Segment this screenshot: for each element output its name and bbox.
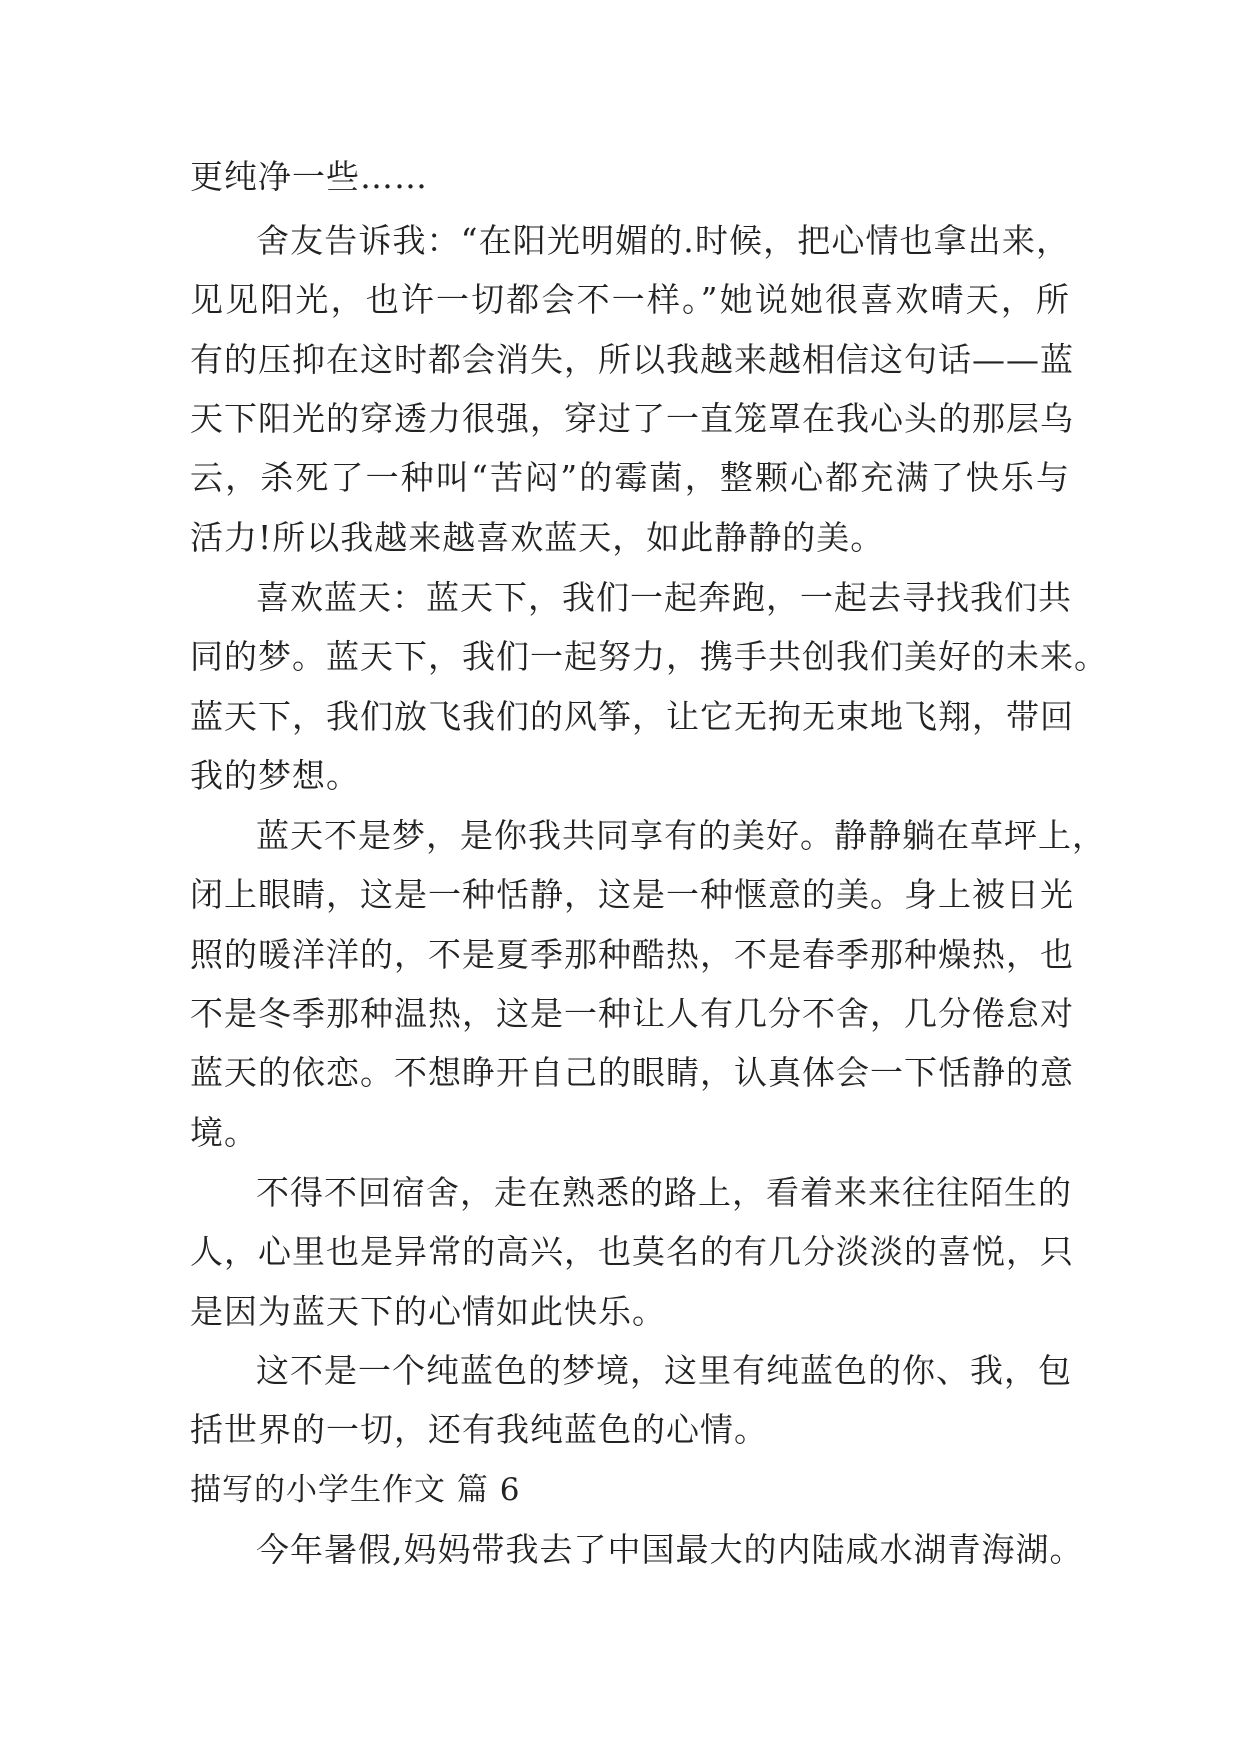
text-line: 境。 bbox=[190, 1113, 258, 1152]
paragraph-first-line: 蓝天不是梦，是你我共同享有的美好。静静躺在草坪上， bbox=[256, 816, 1106, 855]
text-line: 括世界的一切，还有我纯蓝色的心情。 bbox=[190, 1410, 768, 1449]
text-line: 照的暖洋洋的，不是夏季那种酷热，不是春季那种燥热，也 bbox=[190, 935, 1074, 974]
paragraph-first-line: 舍友告诉我：“在阳光明媚的.时候，把心情也拿出来， bbox=[256, 221, 1070, 260]
text-line: 闭上眼睛，这是一种恬静，这是一种惬意的美。身上被日光 bbox=[190, 875, 1074, 914]
paragraph-first-line: 不得不回宿舍，走在熟悉的路上，看着来来往往陌生的 bbox=[256, 1173, 1072, 1212]
paragraph-first-line: 这不是一个纯蓝色的梦境，这里有纯蓝色的你、我，包 bbox=[256, 1351, 1072, 1390]
text-line: 人，心里也是异常的高兴，也莫名的有几分淡淡的喜悦，只 bbox=[190, 1232, 1074, 1271]
text-line: 不是冬季那种温热，这是一种让人有几分不舍，几分倦怠对 bbox=[190, 994, 1074, 1033]
paragraph-first-line: 今年暑假,妈妈带我去了中国最大的内陆咸水湖青海湖。 bbox=[256, 1530, 1084, 1569]
text-line: 蓝天下，我们放飞我们的风筝，让它无拘无束地飞翔，带回 bbox=[190, 697, 1074, 736]
text-line: 同的梦。蓝天下，我们一起努力，携手共创我们美好的未来。 bbox=[190, 637, 1108, 676]
section-heading: 描写的小学生作文 篇 6 bbox=[190, 1472, 521, 1508]
text-line: 是因为蓝天下的心情如此快乐。 bbox=[190, 1292, 666, 1331]
text-line: 天下阳光的穿透力很强，穿过了一直笼罩在我心头的那层乌 bbox=[190, 399, 1074, 438]
text-line: 云，杀死了一种叫“苦闷”的霉菌，整颗心都充满了快乐与 bbox=[190, 458, 1070, 497]
text-line: 活力!所以我越来越喜欢蓝天，如此静静的美。 bbox=[190, 518, 885, 557]
text-line: 我的梦想。 bbox=[190, 756, 360, 795]
text-line: 有的压抑在这时都会消失，所以我越来越相信这句话——蓝 bbox=[190, 340, 1074, 379]
text-line: 更纯净一些…… bbox=[190, 157, 428, 196]
text-line: 蓝天的依恋。不想睁开自己的眼睛，认真体会一下恬静的意 bbox=[190, 1053, 1074, 1092]
paragraph-first-line: 喜欢蓝天：蓝天下，我们一起奔跑，一起去寻找我们共 bbox=[256, 578, 1072, 617]
text-line: 见见阳光，也许一切都会不一样。”她说她很喜欢晴天，所 bbox=[190, 280, 1070, 319]
